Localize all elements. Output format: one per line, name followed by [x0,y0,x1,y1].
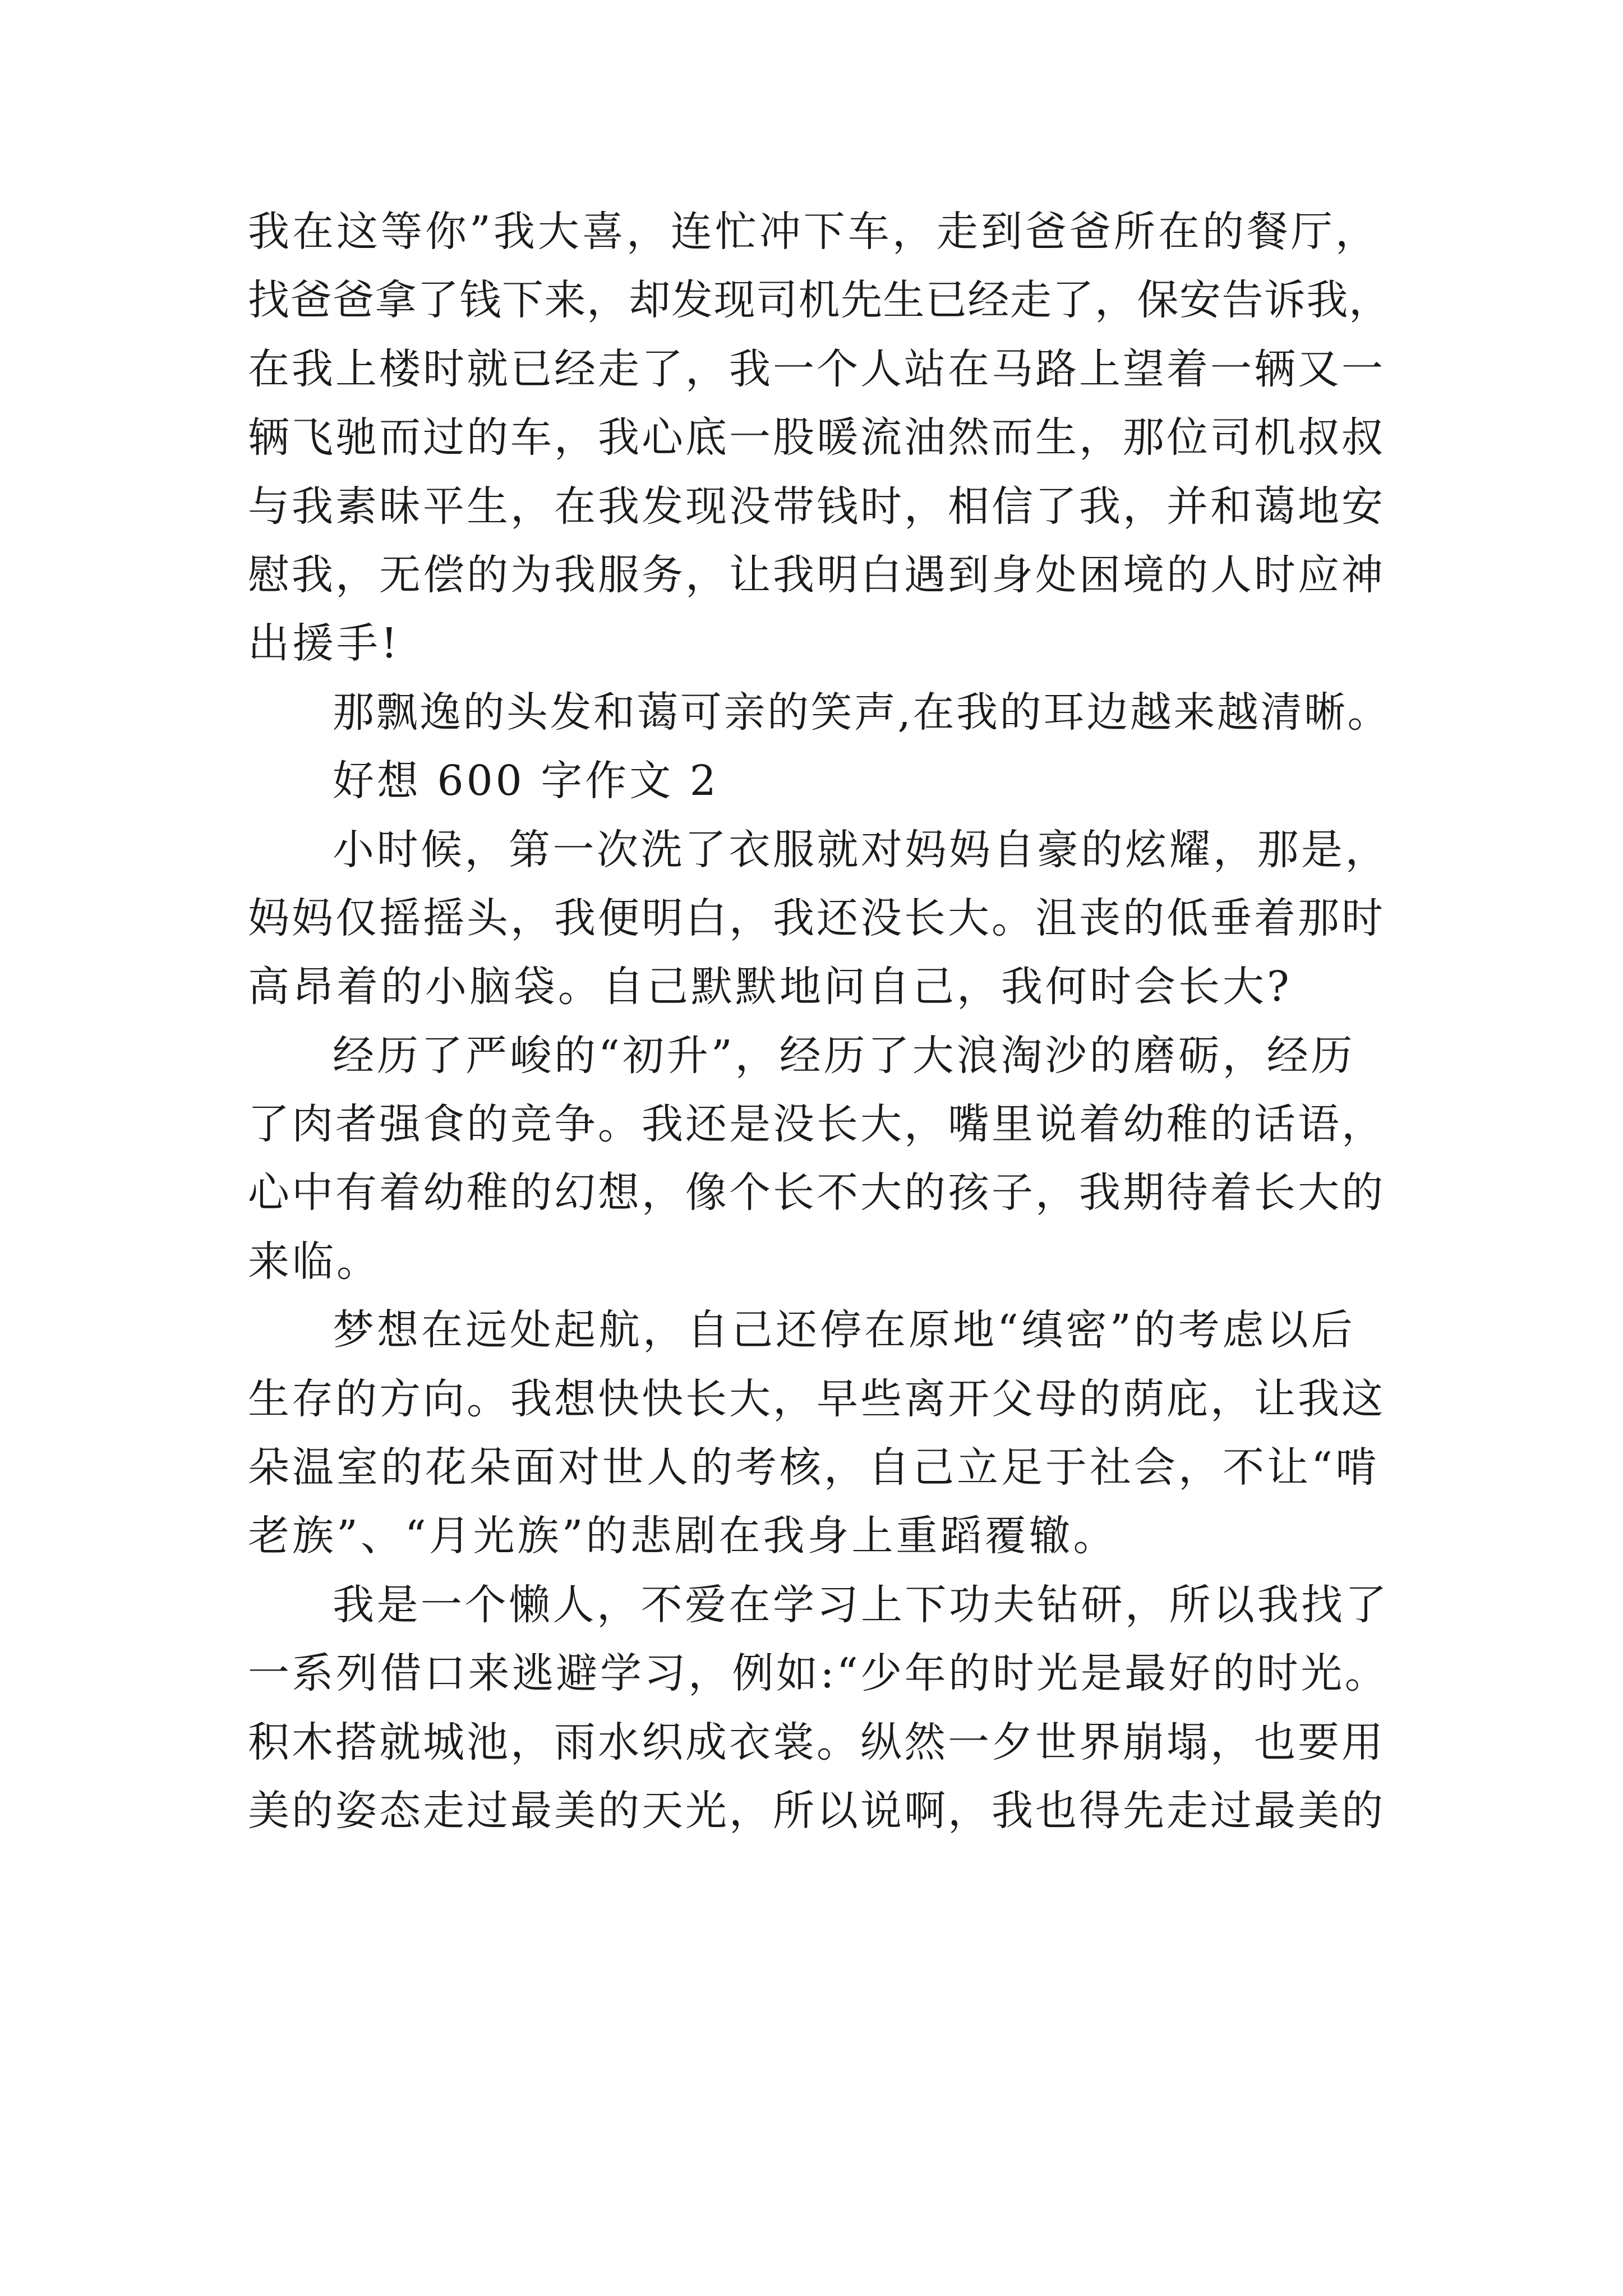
text-line: 找爸爸拿了钱下来，却发现司机先生已经走了，保安告诉我， [248,276,1391,325]
text-line: 了肉者强食的竞争。我还是没长大，嘴里说着幼稚的话语， [248,1100,1385,1149]
paragraph-first-line: 经历了严峻的“初升”，经历了大浪淘沙的磨砺，经历 [333,1031,1355,1080]
text-line: 与我素昧平生，在我发现没带钱时，相信了我，并和蔼地安 [248,482,1385,531]
text-line: 老族”、“月光族”的悲剧在我身上重蹈覆辙。 [248,1512,1118,1561]
text-line: 朵温室的花朵面对世人的考核，自己立足于社会，不让“啃 [248,1443,1380,1492]
document-body [248,197,1392,1845]
paragraph-first-line: 我是一个懒人，不爱在学习上下功夫钻研，所以我找了 [333,1580,1389,1629]
text-line: 生存的方向。我想快快长大，早些离开父母的荫庇，让我这 [248,1374,1385,1423]
paragraph-first-line: 小时候，第一次洗了衣服就对妈妈自豪的炫耀，那是， [333,825,1389,874]
text-line: 高昂着的小脑袋。自己默默地问自己，我何时会长大? [248,963,1292,1011]
text-line: 辆飞驰而过的车，我心底一股暖流油然而生，那位司机叔叔 [248,413,1385,462]
text-line: 心中有着幼稚的幻想，像个长不大的孩子，我期待着长大的 [248,1168,1385,1217]
text-line: 我在这等你”我大喜，连忙冲下车，走到爸爸所在的餐厅， [248,208,1380,256]
text-line: 来临。 [248,1237,381,1286]
text-line: 一系列借口来逃避学习，例如:“少年的时光是最好的时光。 [248,1649,1389,1698]
text-line: 出援手! [248,619,400,668]
paragraph-first-line: 那飘逸的头发和蔼可亲的笑声,在我的耳边越来越清晰。 [333,688,1391,737]
paragraph-first-line: 梦想在远处起航，自己还停在原地“缜密”的考虑以后 [333,1306,1355,1355]
text-line: 妈妈仅摇摇头，我便明白，我还没长大。沮丧的低垂着那时 [248,894,1385,942]
text-line: 积木搭就城池，雨水织成衣裳。纵然一夕世界崩塌，也要用 [248,1718,1385,1766]
text-line: 美的姿态走过最美的天光，所以说啊，我也得先走过最美的 [248,1786,1385,1835]
text-line: 慰我，无偿的为我服务，让我明白遇到身处困境的人时应神 [248,550,1385,599]
text-line: 在我上楼时就已经走了，我一个人站在马路上望着一辆又一 [248,344,1385,393]
section-heading: 好想 600 字作文 2 [333,757,719,806]
